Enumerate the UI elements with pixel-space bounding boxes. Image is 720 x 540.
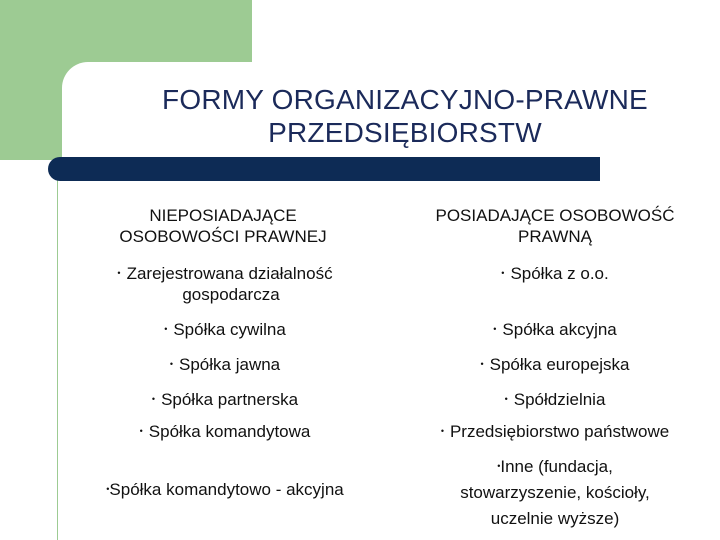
- right-item-1: Spółka z o.o.: [510, 264, 609, 283]
- right-item-4: Spółdzielnia: [513, 390, 606, 409]
- left-item: [60, 263, 390, 305]
- left-item-3: Spółka jawna: [179, 355, 281, 374]
- right-item-3: Spółka europejska: [489, 355, 630, 374]
- left-header-line-1: NIEPOSIADAJĄCE: [149, 206, 297, 225]
- bullet-icon: •: [504, 394, 508, 404]
- left-column-header: [58, 205, 388, 247]
- bullet-icon: •: [164, 324, 168, 334]
- right-item: [385, 453, 720, 532]
- right-item: [385, 263, 720, 284]
- right-header-line-2: PRAWNĄ: [518, 227, 592, 246]
- title-underline-bar: [48, 157, 600, 181]
- page-title-line-1: FORMY ORGANIZACYJNO-PRAWNE: [162, 84, 648, 115]
- right-item: [385, 389, 720, 410]
- left-item: [60, 354, 390, 375]
- left-item-6: Spółka komandytowo - akcyjna: [109, 480, 344, 499]
- left-item: [60, 319, 390, 340]
- left-item-1-line-1: Zarejestrowana działalność: [126, 264, 333, 283]
- bullet-icon: •: [480, 359, 484, 369]
- bullet-icon: •: [493, 324, 497, 334]
- right-item-6-line-2: stowarzyszenie, kościoły,: [460, 483, 650, 502]
- right-item: [385, 319, 720, 340]
- left-item-5: Spółka komandytowa: [148, 422, 311, 441]
- left-item: [60, 389, 390, 410]
- bullet-icon: •: [151, 394, 156, 404]
- left-item-1-line-2: gospodarcza: [182, 285, 280, 304]
- right-item: [385, 354, 720, 375]
- right-header-line-1: POSIADAJĄCE OSOBOWOŚĆ: [435, 206, 675, 225]
- left-header-line-2: OSOBOWOŚCI PRAWNEJ: [119, 227, 327, 246]
- right-item-6-line-3: uczelnie wyższe): [490, 509, 620, 528]
- page-title: [95, 83, 715, 149]
- bullet-icon: •: [440, 426, 444, 436]
- right-item: [385, 421, 720, 442]
- bullet-icon: •: [117, 268, 121, 278]
- decorative-vertical-line: [57, 62, 58, 540]
- right-item-5: Przedsiębiorstwo państwowe: [449, 422, 670, 441]
- right-column-header: [385, 205, 720, 247]
- bullet-icon: •: [501, 268, 505, 278]
- left-item: [60, 479, 390, 500]
- left-item-2: Spółka cywilna: [173, 320, 286, 339]
- right-item-2: Spółka akcyjna: [502, 320, 617, 339]
- left-item-4: Spółka partnerska: [161, 390, 299, 409]
- bullet-icon: •: [497, 461, 501, 471]
- bullet-icon: •: [169, 359, 174, 369]
- page-title-line-2: PRZEDSIĘBIORSTW: [268, 117, 542, 148]
- left-item: [60, 421, 390, 442]
- bullet-icon: •: [106, 484, 110, 494]
- bullet-icon: •: [139, 426, 143, 436]
- right-item-6-line-1: Inne (fundacja,: [500, 457, 613, 476]
